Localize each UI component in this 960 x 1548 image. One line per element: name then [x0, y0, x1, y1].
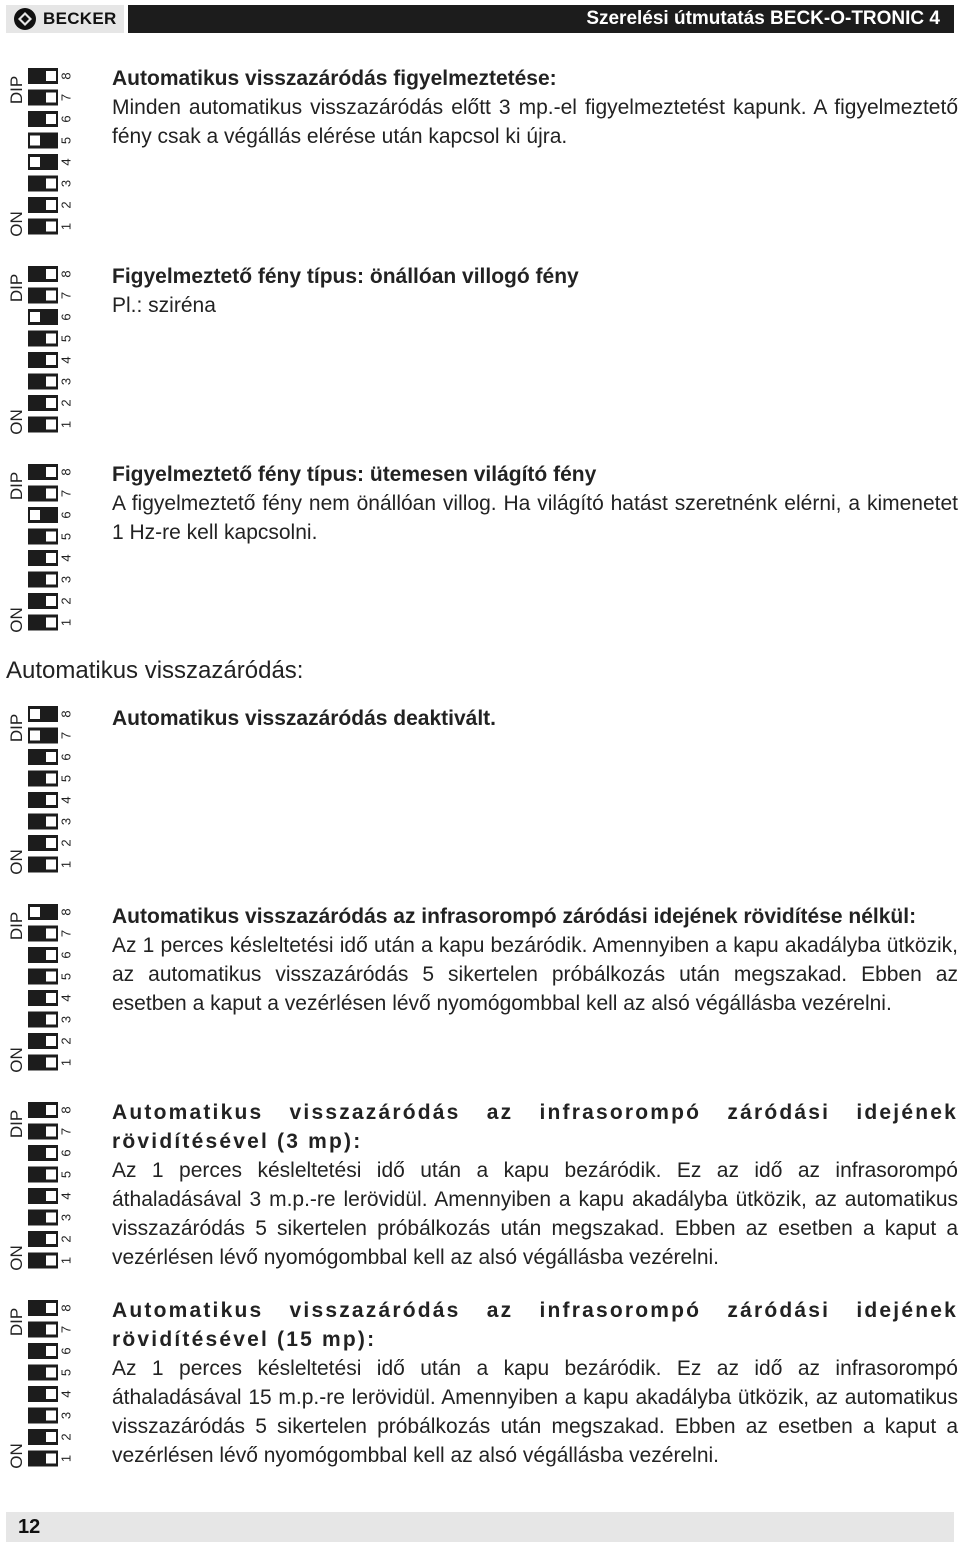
switch-lever [46, 93, 56, 103]
dip-switch [28, 176, 73, 192]
switch-lever [46, 1127, 56, 1137]
dip-switch [28, 857, 73, 873]
switch-number: 3 [58, 575, 74, 584]
switch-lever [46, 993, 56, 1003]
dip-switch [28, 835, 73, 851]
switch-lever [46, 1191, 56, 1201]
switch-lever [46, 1368, 56, 1378]
on-label: ON [7, 1245, 26, 1271]
dip-switch-diagram [6, 898, 74, 1080]
dip-switch [28, 904, 73, 920]
dip-label: DIP [7, 273, 26, 303]
switch-number: 5 [58, 972, 74, 981]
setting-text: Az 1 perces késleltetési idő után a kapu bezáródik. Amennyiben a kapu akadályba ütközik, az automatikus visszazáródás 5 sikertelen próbálkozás után megszakad. Ebben az esetben a kaput a vezérlésen lévő nyomógombbal kell az alsó végállásba vezérelni. [112, 934, 958, 1015]
dip-switch [28, 1386, 73, 1402]
dip-switch [28, 352, 73, 368]
dip-switch [28, 1365, 73, 1381]
switch-number: 5 [58, 334, 74, 343]
switch-lever [46, 1213, 56, 1223]
setting-heading: Automatikus visszazáródás deaktivált. [112, 707, 496, 730]
setting-description [112, 460, 958, 547]
switch-lever [46, 596, 56, 606]
switch-number: 8 [58, 468, 74, 476]
dip-switch [28, 969, 73, 985]
setting-description [112, 262, 958, 320]
switch-lever [46, 860, 56, 870]
dip-switch [28, 1322, 73, 1338]
switch-lever [46, 1346, 56, 1356]
dip-switch [28, 1055, 73, 1071]
on-label: ON [7, 607, 26, 633]
switch-number: 4 [58, 158, 74, 166]
switch-lever [46, 950, 56, 960]
switch-number: 6 [58, 313, 74, 321]
switch-lever [30, 312, 40, 322]
dip-switch [28, 331, 73, 347]
switch-lever [46, 1105, 56, 1115]
document-title: Szerelési útmutatás BECK-O-TRONIC 4 [586, 8, 940, 29]
switch-lever [46, 71, 56, 81]
switch-number: 1 [58, 618, 74, 627]
switch-lever [46, 1303, 56, 1313]
switch-lever [46, 929, 56, 939]
dip-switch [28, 1231, 73, 1247]
switch-lever [46, 1015, 56, 1025]
switch-lever [30, 510, 40, 520]
switch-number: 7 [58, 929, 74, 938]
dip-switch [28, 486, 73, 502]
dip-switch [28, 749, 73, 765]
switch-number: 2 [58, 1433, 74, 1441]
dip-switch-svg [6, 458, 74, 640]
dip-switch [28, 593, 73, 609]
dip-switch [28, 266, 73, 282]
switch-number: 8 [58, 1304, 74, 1312]
dip-switch [28, 771, 73, 787]
dip-switch [28, 792, 73, 808]
dip-switch [28, 1167, 73, 1183]
switch-lever [46, 618, 56, 628]
switch-lever [46, 1170, 56, 1180]
dip-switch [28, 1033, 73, 1049]
switch-number: 4 [58, 356, 74, 364]
switch-lever [46, 291, 56, 301]
dip-switch [28, 1012, 73, 1028]
dip-switch-diagram [6, 62, 74, 244]
dip-switch-svg [6, 62, 74, 244]
switch-number: 2 [58, 839, 74, 847]
dip-switch [28, 1124, 73, 1140]
setting-text: Minden automatikus visszazáródás előtt 3 mp.-el figyelmeztetést kapunk. A figyelmeztető fény csak a végállás elérése után kapcsol ki újra. [112, 96, 958, 148]
setting-heading: Automatikus visszazáródás az infrasorompó záródási idejének rövidítése nélkül: [112, 905, 917, 928]
dip-switch [28, 1210, 73, 1226]
switch-number: 1 [58, 1058, 74, 1067]
footer-bar [6, 1512, 954, 1542]
switch-number: 6 [58, 951, 74, 959]
switch-lever [46, 1389, 56, 1399]
dip-switch [28, 219, 73, 235]
switch-lever [46, 420, 56, 430]
dip-switch-diagram [6, 1294, 74, 1476]
dip-switch [28, 288, 73, 304]
switch-lever [46, 1058, 56, 1068]
setting-text: Pl.: sziréna [112, 294, 216, 317]
switch-lever [46, 222, 56, 232]
switch-number: 2 [58, 399, 74, 407]
switch-lever [46, 1256, 56, 1266]
dip-switch [28, 1188, 73, 1204]
on-label: ON [7, 1443, 26, 1469]
switch-number: 3 [58, 1411, 74, 1420]
switch-number: 8 [58, 710, 74, 718]
switch-lever [46, 1454, 56, 1464]
switch-lever [46, 1325, 56, 1335]
switch-lever [46, 467, 56, 477]
dip-switch-svg [6, 260, 74, 442]
dip-switch [28, 68, 73, 84]
dip-switch-diagram [6, 458, 74, 640]
switch-lever [46, 1432, 56, 1442]
switch-lever [30, 907, 40, 917]
switch-lever [46, 269, 56, 279]
switch-lever [46, 774, 56, 784]
switch-number: 4 [58, 796, 74, 804]
setting-heading: Figyelmeztető fény típus: ütemesen világító fény [112, 463, 597, 486]
switch-lever [46, 114, 56, 124]
dip-switch [28, 90, 73, 106]
dip-switch [28, 1253, 73, 1269]
switch-number: 7 [58, 291, 74, 300]
dip-switch-diagram [6, 700, 74, 882]
switch-number: 2 [58, 201, 74, 209]
setting-heading: Automatikus visszazáródás figyelmeztetése: [112, 67, 557, 90]
dip-switch [28, 1102, 73, 1118]
switch-number: 5 [58, 532, 74, 541]
switch-number: 6 [58, 753, 74, 761]
switch-lever [46, 553, 56, 563]
on-label: ON [7, 211, 26, 237]
switch-number: 3 [58, 1213, 74, 1222]
dip-switch [28, 814, 73, 830]
switch-lever [46, 575, 56, 585]
switch-lever [46, 1148, 56, 1158]
switch-number: 4 [58, 554, 74, 562]
switch-number: 7 [58, 731, 74, 740]
dip-switch [28, 728, 73, 744]
setting-description [112, 704, 958, 733]
switch-lever [46, 532, 56, 542]
setting-text: Az 1 perces késleltetési idő után a kapu bezáródik. Ez az idő az infrasorompó áthaladásával 15 m.p.-re lerövidül. Amennyiben a kapu akadályba ütközik, az automatikus visszazáródás 5 sikertelen próbálkozás után megszakad. Ebben az esetben a kaput a vezérlésen lévő nyomógombbal kell az alsó végállásba vezérelni. [112, 1357, 958, 1467]
dip-switch [28, 1408, 73, 1424]
dip-switch [28, 417, 73, 433]
dip-switch [28, 374, 73, 390]
switch-lever [46, 355, 56, 365]
switch-lever [46, 334, 56, 344]
dip-switch [28, 111, 73, 127]
switch-number: 6 [58, 1347, 74, 1355]
switch-number: 4 [58, 1390, 74, 1398]
switch-number: 7 [58, 489, 74, 498]
becker-logo-icon [13, 7, 37, 31]
dip-switch [28, 1343, 73, 1359]
switch-number: 7 [58, 1325, 74, 1334]
on-label: ON [7, 849, 26, 875]
switch-number: 2 [58, 1235, 74, 1243]
setting-text: Az 1 perces késleltetési idő után a kapu bezáródik. Ez az idő az infrasorompó áthaladásával 3 m.p.-re lerövidül. Amennyiben a kapu akadályba ütközik, az automatikus visszazáródás 5 sikertelen próbálkozás után megszakad. Ebben az esetben a kaput a vezérlésen lévő nyomógombbal kell az alsó végállásba vezérelni. [112, 1159, 958, 1269]
switch-number: 6 [58, 115, 74, 123]
dip-switch [28, 529, 73, 545]
dip-switch [28, 706, 73, 722]
logo-text: BECKER [43, 9, 117, 28]
dip-label: DIP [7, 911, 26, 941]
switch-number: 8 [58, 908, 74, 916]
brand-logo [6, 5, 124, 33]
switch-number: 3 [58, 179, 74, 188]
section-title: Automatikus visszazáródás: [6, 657, 304, 684]
setting-text: A figyelmeztető fény nem önállóan villog. Ha világító hatást szeretnénk elérni, a kimenetet 1 Hz-re kell kapcsolni. [112, 492, 958, 544]
setting-heading: Figyelmeztető fény típus: önállóan villogó fény [112, 265, 579, 288]
dip-label: DIP [7, 713, 26, 743]
dip-switch [28, 154, 73, 170]
dip-label: DIP [7, 1307, 26, 1337]
dip-switch [28, 550, 73, 566]
on-label: ON [7, 1047, 26, 1073]
dip-switch [28, 1300, 73, 1316]
setting-description [112, 1296, 958, 1470]
switch-lever [46, 752, 56, 762]
setting-heading: Automatikus visszazáródás az infrasorompó záródási idejének rövidítésével (3 mp): [112, 1101, 958, 1153]
dip-switch-svg [6, 700, 74, 882]
dip-switch [28, 464, 73, 480]
page-footer [0, 1512, 960, 1544]
dip-switch [28, 572, 73, 588]
switch-number: 3 [58, 817, 74, 826]
setting-description [112, 902, 958, 1018]
dip-switch [28, 615, 73, 631]
dip-switch-svg [6, 1294, 74, 1476]
switch-lever [46, 838, 56, 848]
switch-lever [46, 377, 56, 387]
switch-number: 1 [58, 420, 74, 429]
dip-switch [28, 1451, 73, 1467]
switch-number: 4 [58, 994, 74, 1002]
dip-label: DIP [7, 75, 26, 105]
switch-number: 7 [58, 93, 74, 102]
setting-heading: Automatikus visszazáródás az infrasorompó záródási idejének rövidítésével (15 mp): [112, 1299, 958, 1351]
switch-lever [46, 1411, 56, 1421]
switch-lever [46, 1036, 56, 1046]
switch-number: 4 [58, 1192, 74, 1200]
switch-number: 1 [58, 222, 74, 231]
dip-switch [28, 1145, 73, 1161]
switch-number: 8 [58, 72, 74, 80]
dip-label: DIP [7, 471, 26, 501]
switch-number: 1 [58, 860, 74, 869]
switch-lever [46, 817, 56, 827]
switch-lever [30, 136, 40, 146]
switch-lever [46, 179, 56, 189]
setting-description [112, 64, 958, 151]
switch-number: 8 [58, 1106, 74, 1114]
switch-number: 3 [58, 377, 74, 386]
switch-number: 5 [58, 1368, 74, 1377]
switch-number: 5 [58, 1170, 74, 1179]
setting-description [112, 1098, 958, 1272]
page-header [0, 0, 960, 38]
dip-switch [28, 947, 73, 963]
dip-switch [28, 990, 73, 1006]
switch-lever [46, 1234, 56, 1244]
switch-number: 5 [58, 136, 74, 145]
dip-switch [28, 1429, 73, 1445]
dip-switch [28, 395, 73, 411]
switch-lever [46, 795, 56, 805]
dip-switch-diagram [6, 260, 74, 442]
switch-number: 6 [58, 511, 74, 519]
dip-switch [28, 309, 73, 325]
switch-number: 7 [58, 1127, 74, 1136]
document-title-bar [128, 5, 954, 33]
switch-number: 3 [58, 1015, 74, 1024]
switch-number: 1 [58, 1256, 74, 1265]
switch-lever [30, 709, 40, 719]
switch-lever [46, 972, 56, 982]
switch-lever [46, 489, 56, 499]
dip-switch [28, 507, 73, 523]
page-number: 12 [18, 1516, 41, 1538]
switch-number: 8 [58, 270, 74, 278]
switch-number: 2 [58, 1037, 74, 1045]
dip-switch [28, 133, 73, 149]
on-label: ON [7, 409, 26, 435]
switch-number: 5 [58, 774, 74, 783]
dip-switch [28, 926, 73, 942]
switch-lever [30, 731, 40, 741]
switch-number: 2 [58, 597, 74, 605]
switch-number: 1 [58, 1454, 74, 1463]
dip-switch [28, 197, 73, 213]
switch-lever [30, 157, 40, 167]
dip-switch-svg [6, 1096, 74, 1278]
dip-switch-svg [6, 898, 74, 1080]
dip-switch-diagram [6, 1096, 74, 1278]
switch-lever [46, 398, 56, 408]
dip-label: DIP [7, 1109, 26, 1139]
switch-number: 6 [58, 1149, 74, 1157]
switch-lever [46, 200, 56, 210]
